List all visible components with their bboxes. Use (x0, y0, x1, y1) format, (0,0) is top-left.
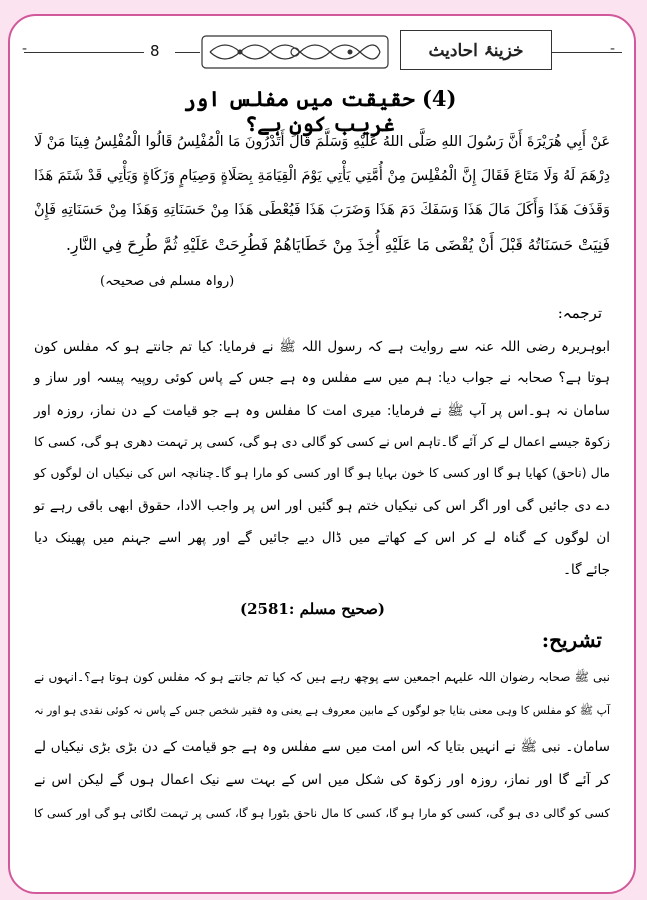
explanation-line: آپ ﷺ کو مفلس کا وہی معنی بتایا جو لوگوں کے مابین معروف ہے یعنی وہ فقیر شخص جس کے پاس نہ کوئی نقدی ہو اور نہ (33, 704, 610, 717)
hadith-arabic-line: دِرْهَمَ لَهُ وَلَا مَتَاعَ فَقَالَ إِنَّ الْمُفْلِسَ مِنْ أُمَّتِي يَأْتِي يَوْمَ الْقِيَامَةِ بِصَلَاةٍ وَصِيَامٍ وَزَكَاةٍ وَيَأْتِي قَدْ شَتَمَ هَذَا (34, 168, 610, 184)
translation-line: مال (ناحق) کھایا ہو گا اور کسی کا خون بہایا ہو گا اور کسی کو مارا ہو گا۔چنانچہ اس کی نیکیاں ان لوگوں کو (34, 466, 610, 480)
explanation-line: کسی کو گالی دی ہو گی، کسی کو مارا ہو گا، کسی کا مال ناحق بٹورا ہو گا، کسی پر تہمت لگائی ہو گی اور کسی کا (34, 806, 610, 820)
header-tick-left: - (22, 41, 28, 57)
translation-line: دے دی جائیں گی اور اگر اس کی نیکیاں ختم ہو گئیں اور اس پر واجب الادا، حقوق ابھی باقی رہے تو (34, 498, 610, 514)
ornament-divider-icon (200, 32, 390, 72)
chapter-heading: (4) حقیقت میں مفلس اور غریب کون ہے؟ (183, 86, 457, 136)
translation-line: ہوتا ہے؟ صحابہ نے جواب دیا: ہم میں سے مفلس وہ ہے جس کے پاس کوئی روپیہ پیسہ اور ساز و (34, 370, 610, 386)
page-number: 8 (150, 42, 160, 60)
citation: (صحیح مسلم :2581) (240, 600, 385, 618)
book-title: خزینۂ احادیث (428, 40, 524, 61)
explanation-line: کر آئے گا اور نماز، روزہ اور زکوۃ کی شکل میں اس کے بہت سے نیک اعمال ہوں گے لیکن اس نے (34, 772, 610, 788)
header-rule-mid (175, 52, 200, 53)
translation-line: جائے گا۔ (563, 562, 610, 578)
hadith-arabic-line: فَنِيَتْ حَسَنَاتُهُ قَبْلَ أَنْ يُقْضَى مَا عَلَيْهِ أُخِذَ مِنْ خَطَايَاهُمْ فَطُرِحَتْ عَلَيْهِ ثُمَّ طُرِحَ فِي النَّارِ. (66, 236, 610, 254)
translation-line: زکوۃ جیسے اعمال لے کر آئے گا۔تاہم اس نے کسی کو گالی دی ہو گی، کسی پر تہمت دھری ہو گی، کسی کا (34, 435, 610, 450)
explanation-line: نبی ﷺ صحابہ رضوان اللہ علیہم اجمعین سے پوچھ رہے ہیں کہ کیا تم جانتے ہو کہ مفلس کون ہوتا ہے؟۔انہوں نے (34, 670, 610, 684)
explanation-label: تشریح: (541, 628, 602, 652)
translation-line: ان لوگوں کے گناہ لے کر اس کے کھاتے میں ڈال دیے جائیں گے اور پھر اسے جہنم میں پھینک دیا (34, 530, 610, 546)
hadith-reference: (رواہ مسلم فی صحیحہ) (100, 274, 235, 289)
translation-line: ابوہریرہ رضی اللہ عنہ سے روایت ہے کہ رسول اللہ ﷺ نے فرمایا: کیا تم جانتے ہو کہ مفلس کون (34, 339, 610, 355)
page-frame (8, 14, 636, 894)
hadith-arabic-line: وَقَذَفَ هَذَا وَأَكَلَ مَالَ هَذَا وَسَفَكَ دَمَ هَذَا وَضَرَبَ هَذَا فَيُعْطَى هَذَا مِنْ حَسَنَاتِهِ وَهَذَا مِنْ حَسَنَاتِهِ فَإِنْ (34, 202, 610, 218)
header-tick-right: - (610, 41, 616, 57)
explanation-line: سامان۔ نبی ﷺ نے انہیں بتایا کہ اس امت میں سے مفلس وہ ہے جو قیامت کے دن بڑی بڑی نیکیاں لے (34, 739, 610, 755)
hadith-arabic-line: عَنْ أَبِي هُرَيْرَةَ أَنَّ رَسُولَ اللهِ صَلَّى اللهُ عَلَيْهِ وَسَلَّمَ قَالَ أَتَدْرُونَ مَا الْمُفْلِسُ قَالُوا الْمُفْلِسُ فِينَا مَنْ لَا (34, 134, 610, 150)
translation-label: ترجمہ: (557, 304, 602, 322)
translation-line: سامان نہ ہو۔اس پر آپ ﷺ نے فرمایا: میری امت کا مفلس وہ ہے جو قیامت کے دن نماز، روزہ اور (34, 403, 610, 419)
book-title-box (400, 30, 552, 70)
header-rule-left (24, 52, 144, 53)
